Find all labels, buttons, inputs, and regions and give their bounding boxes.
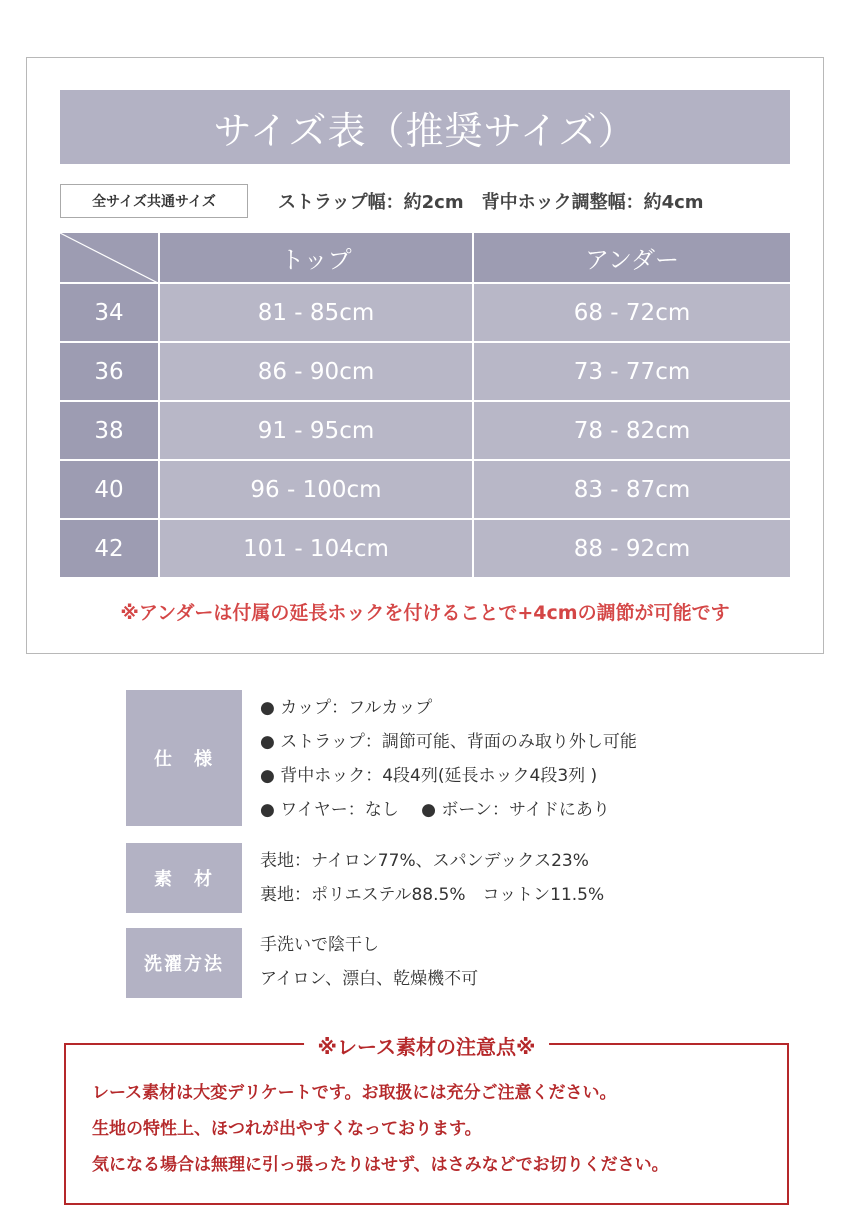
material-lines — [260, 844, 604, 912]
top-cell: 81 - 85cm — [160, 284, 474, 343]
spec-line: ● ワイヤー：なし ● ボーン：サイドにあり — [260, 800, 610, 820]
table-row — [60, 461, 790, 520]
spec-section — [126, 690, 726, 826]
header-top: トップ — [160, 233, 474, 284]
size-cell: 38 — [60, 402, 160, 461]
spec-line: ● ストラップ：調節可能、背面のみ取り外し可能 — [260, 732, 637, 752]
lace-notice-line: 気になる場合は無理に引っ張ったりはせず、はさみなどでお切りください。 — [92, 1155, 669, 1175]
spec-line: ● カップ：フルカップ — [260, 698, 433, 718]
washing-section — [126, 928, 726, 998]
under-cell: 73 - 77cm — [474, 343, 790, 402]
lace-notice-line: レース素材は大変デリケートです。お取扱には充分ご注意ください。 — [92, 1083, 617, 1103]
washing-lines — [260, 928, 478, 996]
material-section — [126, 843, 726, 913]
corner-diagonal-cell — [60, 233, 160, 284]
table-row — [60, 402, 790, 461]
header-under: アンダー — [474, 233, 790, 284]
table-row — [60, 520, 790, 579]
spec-label: 仕 様 — [126, 690, 242, 826]
table-row — [60, 343, 790, 402]
spec-line: ● 背中ホック：4段4列(延長ホック4段3列 ) — [260, 766, 598, 786]
material-label: 素 材 — [126, 843, 242, 913]
under-cell: 83 - 87cm — [474, 461, 790, 520]
common-size-row — [60, 184, 704, 218]
lace-notice-line: 生地の特性上、ほつれが出やすくなっております。 — [92, 1119, 482, 1139]
under-extension-note: ※アンダーは付属の延長ホックを付けることで+4cmの調節が可能です — [120, 602, 730, 624]
lace-notice-title: ※レース素材の注意点※ — [304, 1031, 550, 1060]
top-cell: 96 - 100cm — [160, 461, 474, 520]
size-table — [60, 233, 790, 579]
under-cell: 78 - 82cm — [474, 402, 790, 461]
spec-lines — [260, 691, 637, 827]
common-size-tag: 全サイズ共通サイズ — [60, 184, 248, 218]
washing-line: 手洗いで陰干し — [260, 935, 379, 955]
lace-notice-box — [64, 1035, 789, 1205]
washing-line: アイロン、漂白、乾燥機不可 — [260, 969, 479, 989]
size-cell: 42 — [60, 520, 160, 579]
diagonal-line-icon — [60, 233, 160, 284]
washing-label: 洗濯方法 — [126, 928, 242, 998]
material-line: 表地：ナイロン77%、スパンデックス23% — [260, 851, 589, 871]
size-chart-panel — [26, 57, 824, 654]
top-cell: 91 - 95cm — [160, 402, 474, 461]
lace-notice-lines — [92, 1075, 669, 1183]
size-cell: 36 — [60, 343, 160, 402]
size-chart-title: サイズ表（推奨サイズ） — [60, 90, 790, 164]
size-cell: 34 — [60, 284, 160, 343]
table-row — [60, 284, 790, 343]
top-cell: 101 - 104cm — [160, 520, 474, 579]
under-cell: 68 - 72cm — [474, 284, 790, 343]
size-cell: 40 — [60, 461, 160, 520]
table-header-row — [60, 233, 790, 284]
top-cell: 86 - 90cm — [160, 343, 474, 402]
material-line: 裏地：ポリエステル88.5% コットン11.5% — [260, 885, 605, 905]
under-cell: 88 - 92cm — [474, 520, 790, 579]
common-size-text: ストラップ幅：約2cm 背中ホック調整幅：約4cm — [278, 192, 704, 213]
